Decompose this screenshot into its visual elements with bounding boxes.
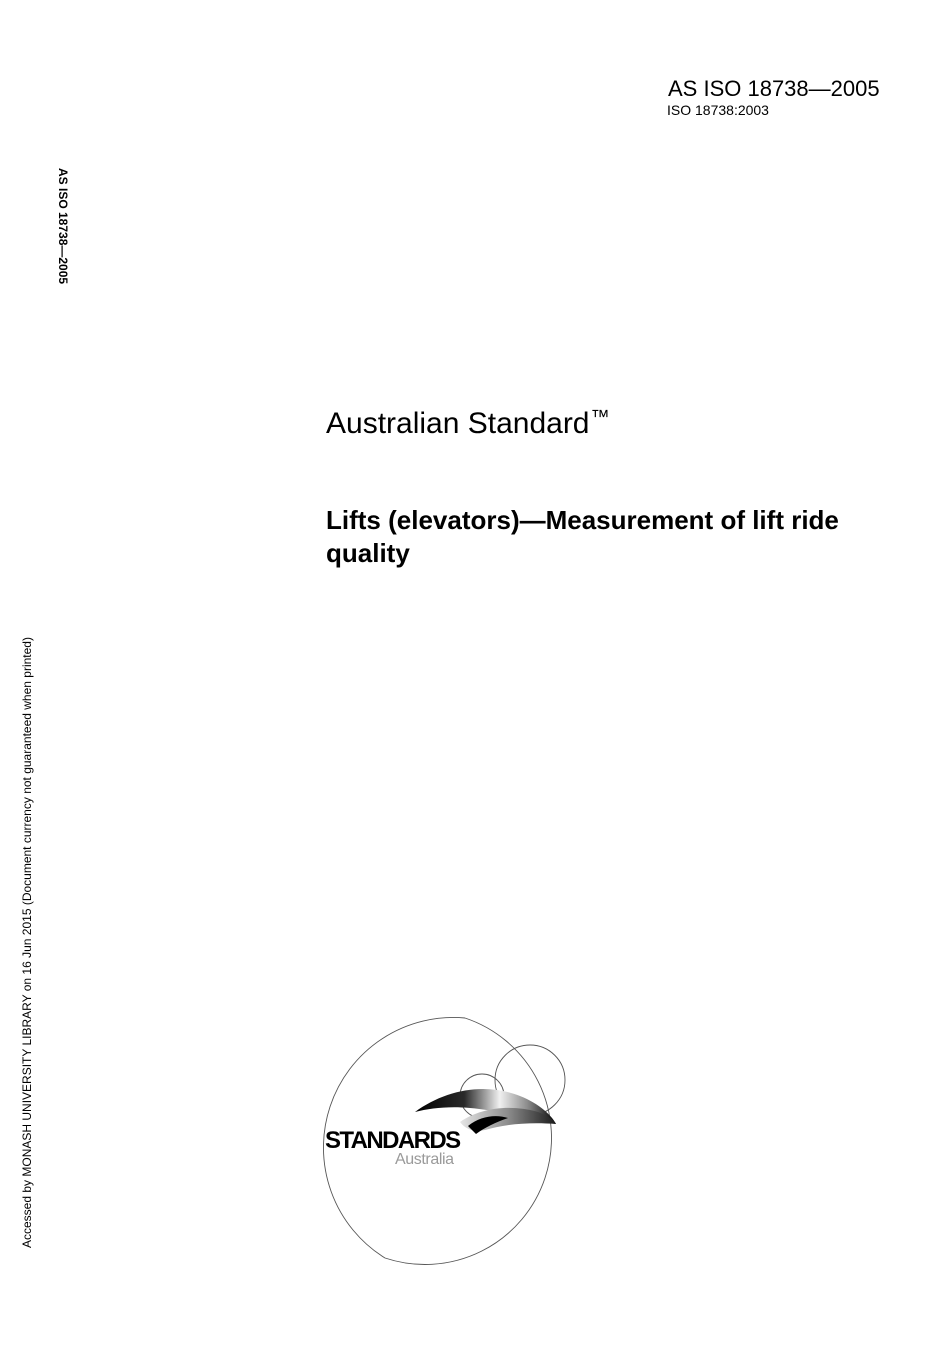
logo-subword: Australia xyxy=(395,1151,454,1168)
trademark-symbol: ™ xyxy=(590,407,610,428)
document-kind-text: Australian Standard xyxy=(326,407,590,440)
logo-wordmark: STANDARDS xyxy=(325,1127,460,1154)
access-note: Accessed by MONASH UNIVERSITY LIBRARY on 16 Jun 2015 (Document currency not guaranteed when printed) xyxy=(20,637,34,1248)
spine-label: AS ISO 18738—2005 xyxy=(56,168,70,285)
standards-australia-logo xyxy=(320,1000,590,1270)
document-kind xyxy=(326,400,610,442)
iso-number: ISO 18738:2003 xyxy=(667,102,769,118)
document-title: Lifts (elevators)—Measurement of lift ride quality xyxy=(326,505,839,568)
standard-number: AS ISO 18738—2005 xyxy=(668,76,880,101)
